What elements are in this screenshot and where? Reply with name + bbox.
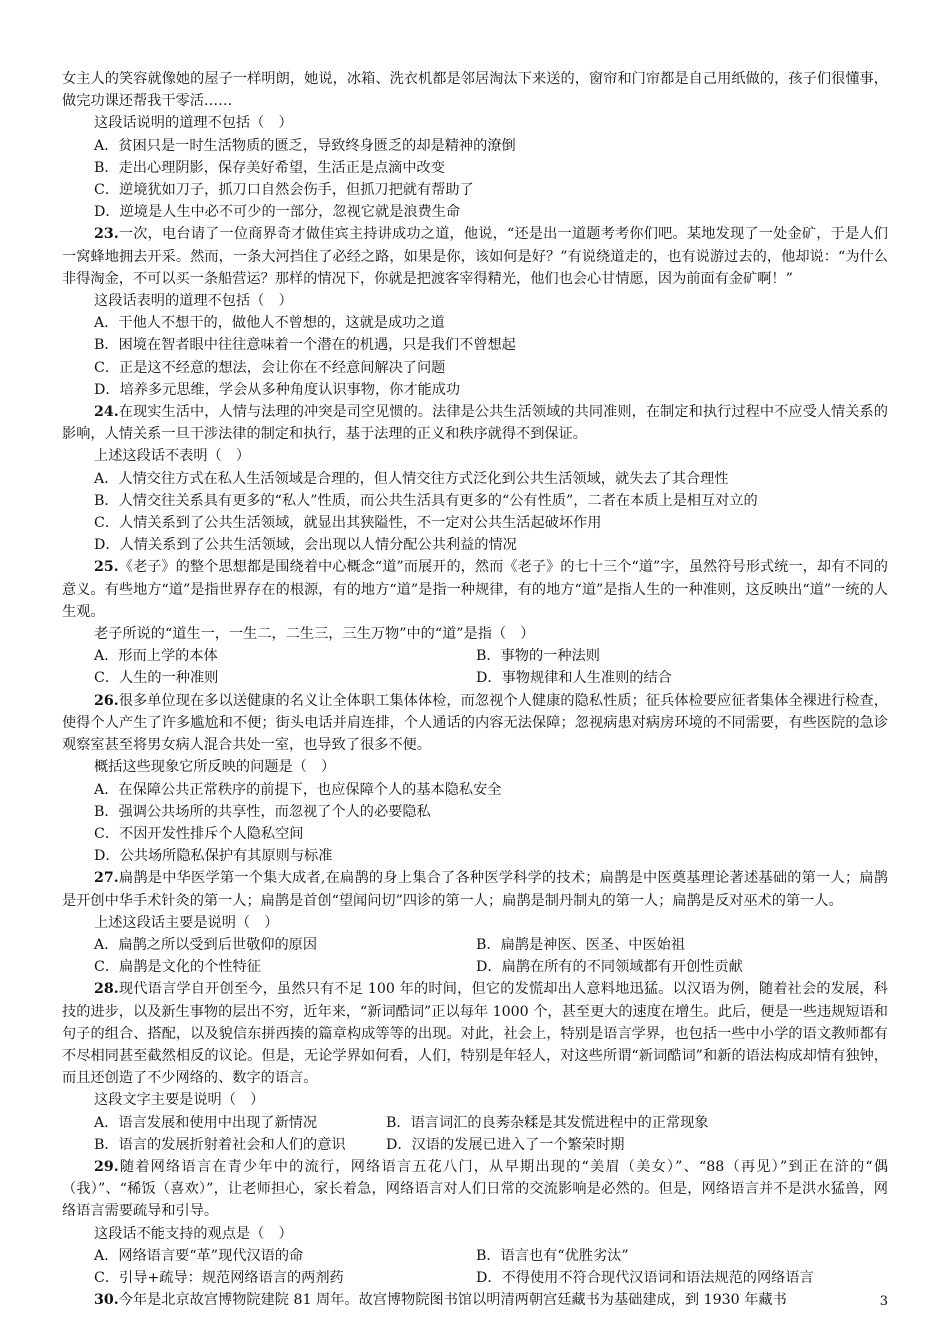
question-30	[62, 1289, 888, 1311]
question-number: 30.	[94, 1292, 119, 1309]
page-number: 3	[879, 1294, 888, 1309]
question-number: 23.	[94, 226, 119, 243]
option: B．语言词汇的良莠杂糅是其发慌进程中的正常现象	[386, 1114, 709, 1131]
option: C．正是这不经意的想法，会让你在不经意间解决了问题	[94, 359, 446, 376]
option: D．公共场所隐私保护有其原则与标准	[94, 848, 333, 865]
option: D．不得使用不符合现代汉语词和语法规范的网络语言	[476, 1269, 814, 1286]
question-text: 25.《老子》的整个思想都是围绕着中心概念“道”而展开的，然而《老子》的七十三个“道”字，虽然符号形式统一，却有不同的意义。有些地方“道”是指世界存在的根源，有的地方“道”是指一种规律，有的地方“道”是指人生的一种准则，这反映出“道”一统的人生观。	[62, 559, 888, 620]
option: B．强调公共场所的共享性，而忽视了个人的必要隐私	[94, 803, 431, 820]
option: D．汉语的发展已进入了一个繁荣时期	[386, 1136, 625, 1153]
question-text: 24.在现实生活中，人情与法理的冲突是司空见惯的。法律是公共生活领域的共同准则，在制定和执行过程中不应受人情关系的影响，人情关系一旦干涉法律的制定和执行，基于法理的正义和秩序就得不到保证。	[62, 404, 888, 443]
option: A．网络语言要“革”现代汉语的命	[94, 1247, 304, 1264]
option: D．逆境是人生中必不可少的一部分，忽视它就是浪费生命	[94, 204, 461, 221]
paragraph: 女主人的笑容就像她的屋子一样明朗，她说，冰箱、洗衣机都是邻居淘汰下来送的，窗帘和门帘都是自己用纸做的，孩子们很懂事，做完功课还帮我干零活……	[62, 71, 888, 110]
document-page	[62, 68, 888, 1311]
option-row	[62, 667, 888, 689]
question-number: 25.	[94, 559, 119, 576]
question-27	[62, 867, 888, 978]
option-row	[62, 1245, 888, 1267]
question-number: 28.	[94, 981, 119, 998]
question-text: 23.一次，电台请了一位商界奇才做佳宾主持讲成功之道，他说，“还是出一道题考考你们吧。某地发现了一处金矿，于是人们一窝蜂地拥去开采。然而，一条大河挡住了必经之路，如果是你，该如何是好？”有说绕道走的，也有说游过去的，他却说：“为什么非得淘金，不可以买一条船营运？那样的情况下，你就是把渡客宰得精光，他们也会心甘情愿，因为前面有金矿啊！”	[62, 226, 888, 287]
question-number: 29.	[94, 1158, 119, 1175]
question-text: 29.随着网络语言在青少年中的流行，网络语言五花八门，从早期出现的“美眉（美女）”、“88（再见）”到正在浒的“偶（我）”、“稀饭（喜欢）”，让老师担心，家长着急，网络语言对人们日常的交流影响是必然的。但是，网络语言并不是洪水猛兽，网络语言需要疏导和引导。	[62, 1158, 888, 1220]
question-29	[62, 1156, 888, 1289]
question-prompt: 上述这段话不表明（ ）	[94, 448, 251, 465]
question-prompt: 概括这些现象它所反映的问题是（ ）	[94, 759, 336, 776]
question-number: 24.	[94, 404, 119, 421]
question-text: 27.扁鹊是中华医学第一个集大成者,在扁鹊的身上集合了各种医学科学的技术；扁鹊是中医奠基理论著述基础的第一人；扁鹊是开创中华手术针灸的第一人；扁鹊是首创“望闻问切”四诊的第一人；扁鹊是制丹制丸的第一人；扁鹊是反对巫术的第一人。	[62, 870, 888, 909]
option: D．事物规律和人生准则的结合	[476, 670, 672, 687]
option: A．贫困只是一时生活物质的匮乏，导致终身匮乏的却是精神的潦倒	[94, 137, 516, 154]
option: C．逆境犹如刀子，抓刀口自然会伤手，但抓刀把就有帮助了	[94, 182, 474, 199]
option-row	[62, 645, 888, 667]
question-prompt: 这段话不能支持的观点是（ ）	[94, 1225, 293, 1242]
option: B．走出心理阴影，保存美好希望，生活正是点滴中改变	[94, 159, 445, 176]
option: B．事物的一种法则	[476, 648, 600, 665]
question-prompt: 这段话表明的道理不包括（ ）	[94, 293, 293, 310]
question-24	[62, 401, 888, 556]
option: A．语言发展和使用中出现了新情况	[94, 1114, 318, 1131]
question-number: 27.	[94, 870, 119, 887]
option-row	[62, 1112, 888, 1134]
question-text: 28.现代语言学自开创至今，虽然只有不足 100 年的时间，但它的发慌却出人意料地迅猛。以汉语为例，随着社会的发展，科技的进步，以及新生事物的层出不穷，近年来，“新词酷词”正以每年 1000 个，甚至更大的速度在增生。此后，便是一些违规短语和句子的组合、搭配，以及貌信东拼西揍的篇章构成等等的出现。对此，社会上，特别是语言学界，也包括一些中小学的语文教师都有不尽相同甚至截然相反的议论。但是，无论学界如何看，人们，特别是年轻人，对这些所谓“新词酷词”和新的语法构成却情有独钟，而且还创造了不少网络的、数字的语言。	[62, 981, 888, 1087]
option: C．人生的一种准则	[94, 670, 219, 687]
question-prompt: 这段文字主要是说明（ ）	[94, 1092, 265, 1109]
option: B．语言也有“优胜劣汰”	[476, 1247, 629, 1264]
option: D．培养多元思维，学会从多种角度认识事物，你才能成功	[94, 381, 461, 398]
question-prompt: 上述这段话主要是说明（ ）	[94, 914, 279, 931]
question-25	[62, 556, 888, 689]
option-row	[62, 1267, 888, 1289]
option: A．在保障公共正常秩序的前提下，也应保障个人的基本隐私安全	[94, 781, 502, 798]
question-text: 30.今年是北京故宫博物院建院 81 周年。故宫博物院图书馆以明清两朝宫廷藏书为基础建成，到 1930 年藏书	[94, 1292, 787, 1309]
option: A．干他人不想干的，做他人不曾想的，这就是成功之道	[94, 315, 445, 332]
question-prompt: 这段话说明的道理不包括（ ）	[94, 115, 293, 132]
question-28	[62, 978, 888, 1156]
option: C．不因开发性排斥个人隐私空间	[94, 825, 304, 842]
option: A．人情交往方式在私人生活领域是合理的，但人情交往方式泛化到公共生活领域，就失去了其合理性	[94, 470, 729, 487]
option-row	[62, 934, 888, 956]
option: B．困境在智者眼中往往意味着一个潜在的机遇，只是我们不曾想起	[94, 337, 516, 354]
option: C．人情关系到了公共生活领域，就显出其狭隘性，不一定对公共生活起破坏作用	[94, 515, 602, 532]
question-text: 26.很多单位现在多以送健康的名义让全体职工集体体检，而忽视个人健康的隐私性质；征兵体检要应征者集体全裸进行检查，使得个人产生了许多尴尬和不便；街头电话并肩连排，个人通话的内容无法保障；忽视病患对病房环境的不同需要，有些医院的急诊观察室甚至将男女病人混合共处一室，也导致了很多不便。	[62, 692, 888, 754]
option: A．扁鹊之所以受到后世敬仰的原因	[94, 936, 318, 953]
option: B．语言的发展折射着社会和人们的意识	[94, 1136, 346, 1153]
option: C．引导+疏导：规范网络语言的两剂药	[94, 1269, 344, 1286]
option: C．扁鹊是文化的个性特征	[94, 959, 261, 976]
option: B．扁鹊是神医、医圣、中医始祖	[476, 936, 686, 953]
question-number: 26.	[94, 692, 119, 709]
option: D．人情关系到了公共生活领域，会出现以人情分配公共利益的情况	[94, 537, 517, 554]
option-row	[62, 956, 888, 978]
option: A．形而上学的本体	[94, 648, 218, 665]
option-row	[62, 1134, 888, 1156]
option: D．扁鹊在所有的不同领域都有开创性贡献	[476, 959, 743, 976]
question-prompt: 老子所说的“道生一，一生二，二生三，三生万物”中的“道”是指（ ）	[94, 626, 535, 643]
option: B．人情交往关系具有更多的“私人”性质，而公共生活具有更多的“公有性质”，二者在本质上是相互对立的	[94, 492, 758, 509]
question-26	[62, 690, 888, 868]
question-23	[62, 223, 888, 401]
intro-block	[62, 68, 888, 223]
